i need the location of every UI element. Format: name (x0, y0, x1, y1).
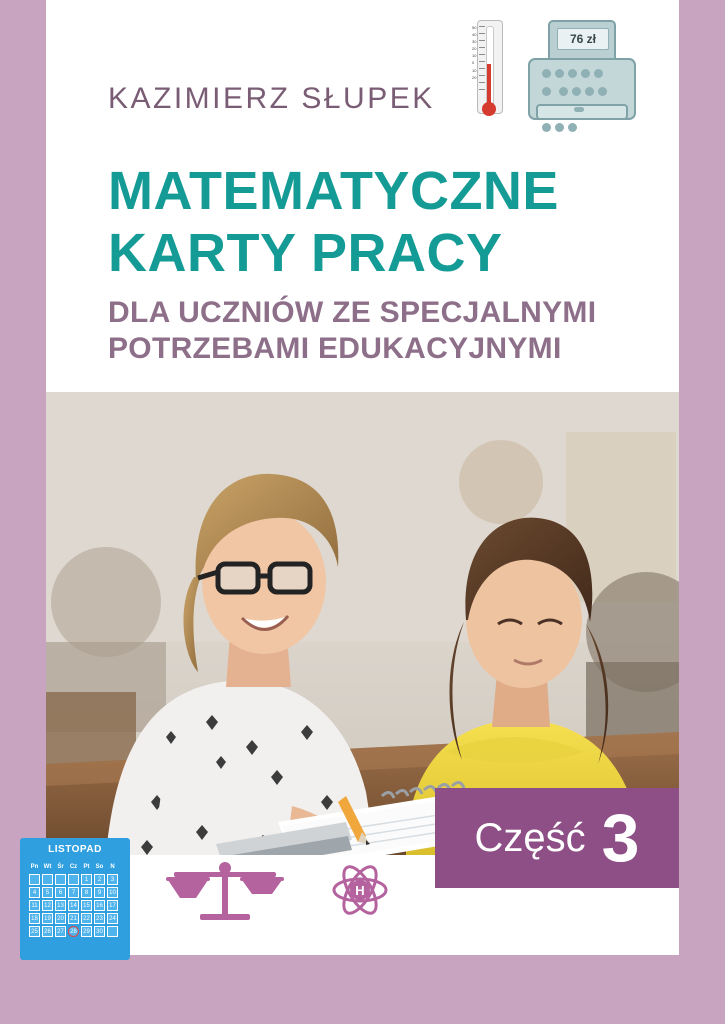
calendar-day-cell (55, 874, 66, 885)
cash-register-display: 76 zł (557, 28, 609, 50)
part-number: 3 (601, 800, 640, 876)
calendar-week-row (28, 925, 122, 938)
calendar-day-cell: 20 (55, 913, 66, 924)
calendar-header-cell: Wt (42, 861, 53, 872)
calendar-day-cell: 13 (55, 900, 66, 911)
calendar-header-row (28, 860, 122, 873)
calendar-day-cell: 30 (94, 926, 105, 937)
calendar-header-cell: N (107, 861, 118, 872)
calendar-day-cell: 6 (55, 887, 66, 898)
calendar-week-row (28, 873, 122, 886)
cover-photo (46, 392, 679, 855)
calendar-header-cell: Pt (81, 861, 92, 872)
title-line-1: MATEMATYCZNE (108, 161, 559, 221)
calendar-day-cell (29, 874, 40, 885)
cash-register-keys (540, 66, 614, 100)
thermometer-bulb (482, 102, 496, 116)
calendar-day-cell: 19 (42, 913, 53, 924)
calendar-day-cell: 9 (94, 887, 105, 898)
calendar-header-cell: Pn (29, 861, 40, 872)
calendar-day-cell: 4 (29, 887, 40, 898)
calendar-day-cell: 5 (42, 887, 53, 898)
calendar-day-cell: 23 (94, 913, 105, 924)
calendar-week-row (28, 912, 122, 925)
calendar-day-cell (107, 926, 118, 937)
calendar-day-cell: 8 (81, 887, 92, 898)
calendar-header-cell: Śr (55, 861, 66, 872)
calendar-day-cell: 29 (81, 926, 92, 937)
calendar-day-cell: 17 (107, 900, 118, 911)
thermometer-ticks (479, 26, 486, 106)
calendar-header-cell: So (94, 861, 105, 872)
calendar-header-cell: Cz (68, 861, 79, 872)
subtitle-line-1: DLA UCZNIÓW ZE SPECJALNYMI (108, 296, 597, 329)
calendar-day-cell: 14 (68, 900, 79, 911)
title-line-2: KARTY PRACY (108, 223, 503, 283)
thermometer-scale-numbers: 50 40 30 20 10 0 10 20 (472, 25, 477, 80)
thermometer-mercury (487, 64, 491, 106)
calendar-week-row (28, 886, 122, 899)
cash-register-icon (528, 20, 632, 128)
calendar-day-cell: 18 (29, 913, 40, 924)
page-subtitle (108, 295, 648, 367)
calendar-day-cell (42, 874, 53, 885)
calendar-day-cell: 26 (42, 926, 53, 937)
calendar-day-cell: 7 (68, 887, 79, 898)
calendar-day-cell-marked: 28 (68, 926, 79, 937)
calendar-day-cell: 10 (107, 887, 118, 898)
calendar-day-cell: 3 (107, 874, 118, 885)
author-name: KAZIMIERZ SŁUPEK (108, 82, 435, 115)
thermometer-icon (472, 20, 506, 128)
calendar-day-cell: 21 (68, 913, 79, 924)
subtitle-line-2: POTRZEBAMI EDUKACYJNYMI (108, 332, 562, 365)
calendar-week-row (28, 899, 122, 912)
calendar-day-cell: 25 (29, 926, 40, 937)
part-label: Część (474, 815, 586, 860)
atom-icon (330, 855, 390, 925)
calendar-day-cell: 1 (81, 874, 92, 885)
calendar-day-cell (68, 874, 79, 885)
calendar-day-cell: 15 (81, 900, 92, 911)
cash-register-knob (574, 107, 584, 112)
part-badge (435, 788, 679, 888)
calendar-day-cell: 27 (55, 926, 66, 937)
calendar-day-cell: 11 (29, 900, 40, 911)
calendar-day-cell: 22 (81, 913, 92, 924)
calendar-day-cell: 2 (94, 874, 105, 885)
balance-scale-icon (160, 860, 290, 930)
calendar-icon (20, 838, 130, 960)
calendar-day-cell: 12 (42, 900, 53, 911)
page-title (108, 160, 648, 284)
calendar-day-cell: 24 (107, 913, 118, 924)
calendar-grid (28, 860, 122, 938)
calendar-day-cell: 16 (94, 900, 105, 911)
calendar-month-label: LISTOPAD (48, 844, 102, 855)
atom-letter: H (355, 883, 365, 898)
